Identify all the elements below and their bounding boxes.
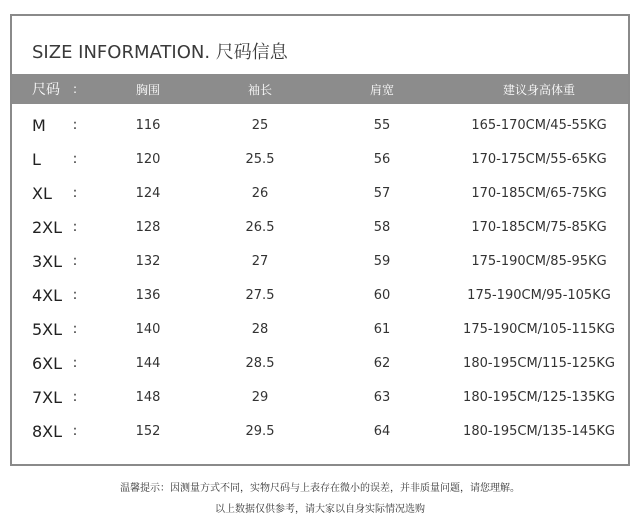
recommend-cell: 175-190CM/105-115KG bbox=[463, 321, 615, 337]
table-header bbox=[12, 74, 628, 104]
shoulder-cell: 64 bbox=[373, 423, 391, 439]
size-chart bbox=[10, 14, 630, 466]
page-title: SIZE INFORMATION. 尺码信息 bbox=[32, 42, 288, 63]
colon-cell: : bbox=[72, 287, 78, 303]
size-cell: 3XL bbox=[32, 251, 63, 271]
shoulder-cell: 62 bbox=[373, 355, 391, 371]
table-row bbox=[12, 312, 628, 346]
chest-cell: 152 bbox=[135, 423, 161, 439]
chest-cell: 116 bbox=[135, 117, 161, 133]
chest-cell: 128 bbox=[135, 219, 161, 235]
colon-cell: : bbox=[72, 253, 78, 269]
note-line-2: 以上数据仅供参考，请大家以自身实际情况选购 bbox=[215, 504, 425, 515]
header-size: 尺码 bbox=[32, 82, 60, 98]
shoulder-cell: 57 bbox=[373, 185, 391, 201]
size-cell: XL bbox=[32, 183, 52, 203]
recommend-cell: 175-190CM/85-95KG bbox=[471, 253, 607, 269]
table-row bbox=[12, 176, 628, 210]
header-chest: 胸围 bbox=[135, 82, 160, 97]
table-row bbox=[12, 142, 628, 176]
chest-cell: 144 bbox=[135, 355, 161, 371]
chest-cell: 148 bbox=[135, 389, 161, 405]
colon-cell: : bbox=[72, 355, 78, 371]
shoulder-cell: 61 bbox=[373, 321, 391, 337]
colon-cell: : bbox=[72, 151, 78, 167]
colon-cell: : bbox=[72, 117, 78, 133]
recommend-cell: 180-195CM/135-145KG bbox=[463, 423, 615, 439]
sleeve-cell: 26 bbox=[251, 185, 269, 201]
note-line-1: 温馨提示：因测量方式不同，实物尺码与上表存在微小的误差，并非质量问题，请您理解。 bbox=[120, 483, 520, 494]
chest-cell: 140 bbox=[135, 321, 161, 337]
sleeve-cell: 27.5 bbox=[245, 287, 275, 303]
colon-cell: : bbox=[72, 389, 78, 405]
chest-cell: 120 bbox=[135, 151, 161, 167]
sleeve-cell: 27 bbox=[251, 253, 269, 269]
colon-cell: : bbox=[72, 423, 78, 439]
table-row bbox=[12, 380, 628, 414]
size-cell: 5XL bbox=[32, 319, 63, 339]
table-row bbox=[12, 108, 628, 142]
recommend-cell: 165-170CM/45-55KG bbox=[471, 117, 607, 133]
table-row bbox=[12, 210, 628, 244]
colon-cell: : bbox=[72, 185, 78, 201]
sleeve-cell: 25 bbox=[251, 117, 269, 133]
sleeve-cell: 29.5 bbox=[245, 423, 275, 439]
table-row bbox=[12, 414, 628, 448]
header-sleeve: 袖长 bbox=[247, 82, 272, 97]
header-shoulder: 肩宽 bbox=[369, 82, 394, 97]
size-cell: 4XL bbox=[32, 285, 63, 305]
size-cell: 2XL bbox=[32, 217, 63, 237]
table-row bbox=[12, 244, 628, 278]
colon-cell: : bbox=[72, 219, 78, 235]
sleeve-cell: 29 bbox=[251, 389, 269, 405]
recommend-cell: 180-195CM/115-125KG bbox=[463, 355, 615, 371]
table-row bbox=[12, 278, 628, 312]
shoulder-cell: 58 bbox=[373, 219, 391, 235]
header-colon: : bbox=[72, 82, 78, 96]
table-row bbox=[12, 346, 628, 380]
shoulder-cell: 55 bbox=[373, 117, 391, 133]
sleeve-cell: 28 bbox=[251, 321, 269, 337]
recommend-cell: 180-195CM/125-135KG bbox=[463, 389, 615, 405]
size-cell: 8XL bbox=[32, 421, 63, 441]
recommend-cell: 170-185CM/65-75KG bbox=[471, 185, 607, 201]
recommend-cell: 170-175CM/55-65KG bbox=[471, 151, 607, 167]
sleeve-cell: 26.5 bbox=[245, 219, 275, 235]
size-cell: 6XL bbox=[32, 353, 63, 373]
size-cell: 7XL bbox=[32, 387, 63, 407]
shoulder-cell: 60 bbox=[373, 287, 391, 303]
sleeve-cell: 28.5 bbox=[245, 355, 275, 371]
recommend-cell: 175-190CM/95-105KG bbox=[467, 287, 611, 303]
header-recommend: 建议身高体重 bbox=[502, 82, 575, 97]
shoulder-cell: 63 bbox=[373, 389, 391, 405]
chest-cell: 136 bbox=[135, 287, 161, 303]
colon-cell: : bbox=[72, 321, 78, 337]
sleeve-cell: 25.5 bbox=[245, 151, 275, 167]
size-cell: L bbox=[32, 149, 41, 169]
chest-cell: 132 bbox=[135, 253, 161, 269]
size-cell: M bbox=[32, 115, 46, 135]
shoulder-cell: 56 bbox=[373, 151, 391, 167]
recommend-cell: 170-185CM/75-85KG bbox=[471, 219, 607, 235]
chest-cell: 124 bbox=[135, 185, 161, 201]
shoulder-cell: 59 bbox=[373, 253, 391, 269]
